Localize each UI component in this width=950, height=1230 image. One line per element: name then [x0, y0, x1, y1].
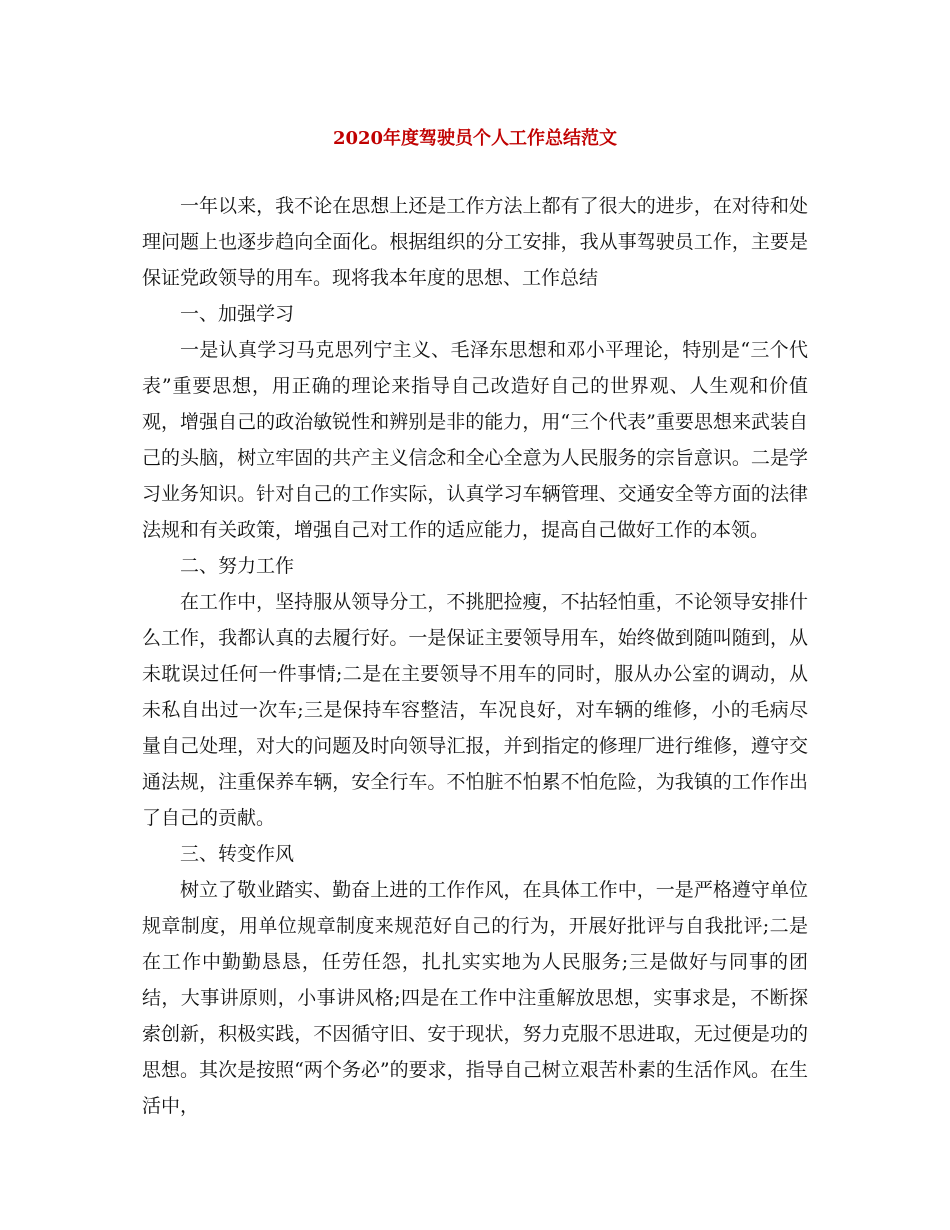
paragraph-intro: 一年以来，我不论在思想上还是工作方法上都有了很大的进步，在对待和处理问题上也逐步趋向全面化。根据组织的分工安排，我从事驾驶员工作，主要是保证党政领导的用车。现将我本年度的思想、工作总结 [142, 195, 808, 289]
section-heading-1: 一、加强学习 [180, 303, 295, 325]
document-body [142, 188, 808, 1124]
document-title: 2020年度驾驶员个人工作总结范文 [332, 128, 618, 149]
paragraph-style: 树立了敬业踏实、勤奋上进的工作作风，在具体工作中，一是严格遵守单位规章制度，用单位规章制度来规范好自己的行为，开展好批评与自我批评;二是在工作中勤勤恳恳，任劳任怨，扎扎实实地为人民服务;三是做好与同事的团结，大事讲原则，小事讲风格;四是在工作中注重解放思想，实事求是，不断探索创新，积极实践，不因循守旧、安于现状，努力克服不思进取，无过便是功的思想。其次是按照“两个务必”的要求，指导自己树立艰苦朴素的生活作风。在生活中， [142, 879, 808, 1117]
section-heading-3: 三、转变作风 [180, 843, 295, 865]
section-heading-2: 二、努力工作 [180, 555, 295, 577]
paragraph-work: 在工作中，坚持服从领导分工，不挑肥捡瘦，不拈轻怕重，不论领导安排什么工作，我都认真的去履行好。一是保证主要领导用车，始终做到随叫随到，从未耽误过任何一件事情;二是在主要领导不用车的同时，服从办公室的调动，从未私自出过一次车;三是保持车容整洁，车况良好，对车辆的维修，小的毛病尽量自己处理，对大的问题及时向领导汇报，并到指定的修理厂进行维修，遵守交通法规，注重保养车辆，安全行车。不怕脏不怕累不怕危险，为我镇的工作作出了自己的贡献。 [142, 591, 808, 829]
paragraph-study: 一是认真学习马克思列宁主义、毛泽东思想和邓小平理论，特别是“三个代表”重要思想，用正确的理论来指导自己改造好自己的世界观、人生观和价值观，增强自己的政治敏锐性和辨别是非的能力，用“三个代表”重要思想来武装自己的头脑，树立牢固的共产主义信念和全心全意为人民服务的宗旨意识。二是学习业务知识。针对自己的工作实际，认真学习车辆管理、交通安全等方面的法律法规和有关政策，增强自己对工作的适应能力，提高自己做好工作的本领。 [142, 339, 808, 541]
